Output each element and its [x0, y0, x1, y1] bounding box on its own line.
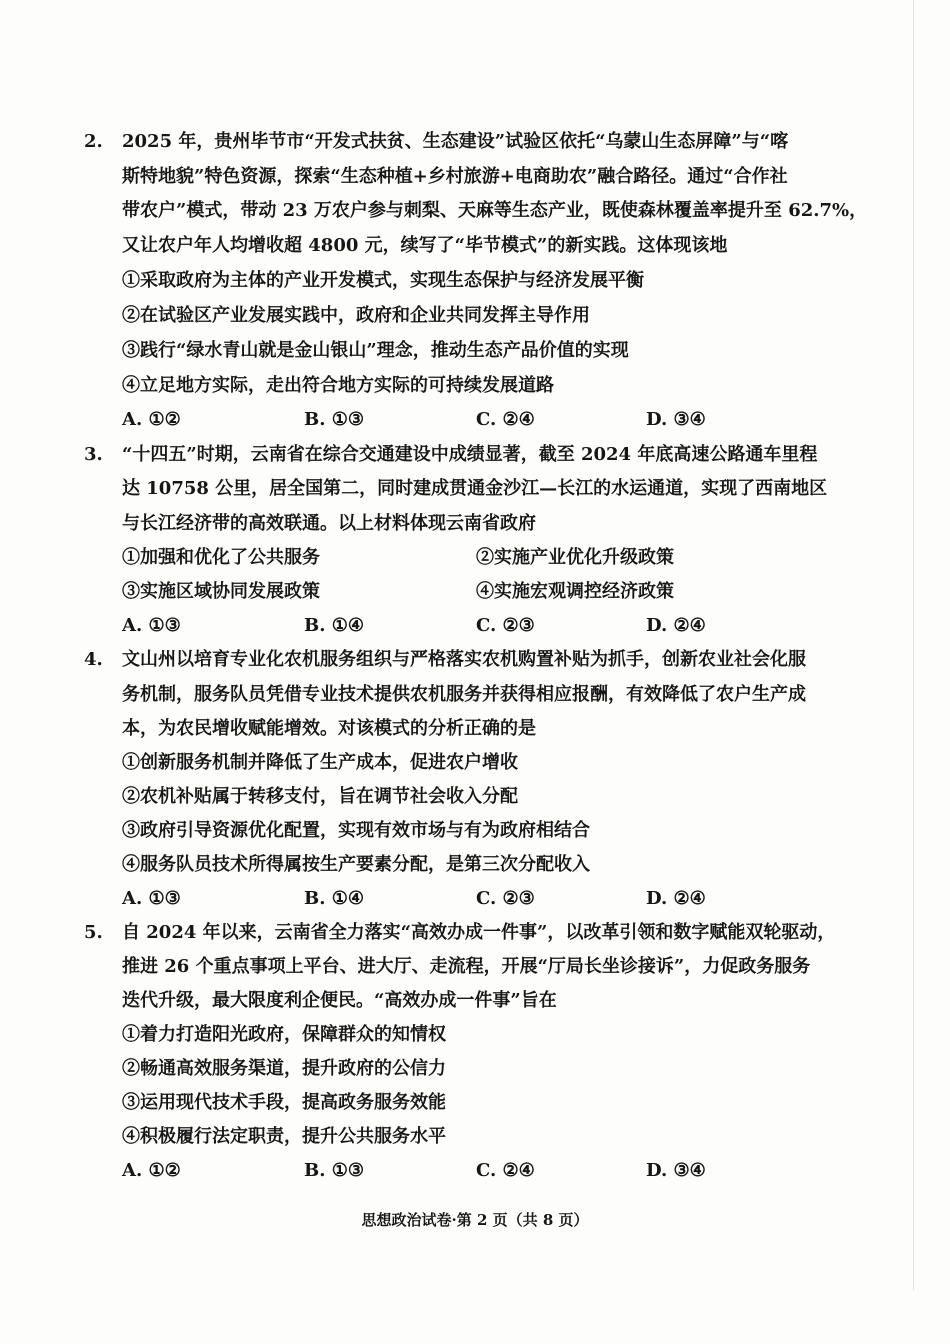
question-5-statement-1: ①着力打造阳光政府，保障群众的知情权 [122, 1024, 446, 1045]
question-3-statement-3: ③实施区域协同发展政策 [122, 581, 320, 602]
question-5-choice-b[interactable]: B. ①③ [304, 1160, 365, 1181]
question-3-choice-c[interactable]: C. ②③ [476, 615, 535, 636]
question-5-statement-3: ③运用现代技术手段，提高政务服务效能 [122, 1092, 446, 1113]
question-4-choice-b[interactable]: B. ①④ [304, 888, 365, 909]
question-3-choice-b[interactable]: B. ①④ [304, 615, 365, 636]
page-footer: 思想政治试卷·第 2 页（共 8 页） [361, 1211, 589, 1229]
question-2-number: 2. [84, 131, 103, 152]
question-4-statement-1: ①创新服务机制并降低了生产成本，促进农户增收 [122, 752, 518, 773]
question-2-choice-d[interactable]: D. ③④ [646, 409, 706, 430]
question-5-statement-4: ④积极履行法定职责，提升公共服务水平 [122, 1126, 446, 1147]
question-4-number: 4. [84, 649, 103, 670]
question-4-choice-d[interactable]: D. ②④ [646, 888, 706, 909]
question-2-statement-2: ②在试验区产业发展实践中，政府和企业共同发挥主导作用 [122, 305, 590, 326]
question-2-choice-c[interactable]: C. ②④ [476, 409, 535, 430]
question-2-choice-a[interactable]: A. ①② [122, 409, 181, 430]
question-4-choice-c[interactable]: C. ②③ [476, 888, 535, 909]
question-4-statement-3: ③政府引导资源优化配置，实现有效市场与有为政府相结合 [122, 820, 590, 841]
question-3-choice-a[interactable]: A. ①③ [122, 615, 181, 636]
question-3-statement-4: ④实施宏观调控经济政策 [476, 581, 674, 602]
question-3-statement-1: ①加强和优化了公共服务 [122, 547, 320, 568]
question-3-choice-d[interactable]: D. ②④ [646, 615, 706, 636]
question-2-statement-1: ①采取政府为主体的产业开发模式，实现生态保护与经济发展平衡 [122, 270, 644, 291]
question-4-statement-4: ④服务队员技术所得属按生产要素分配，是第三次分配收入 [122, 854, 590, 875]
question-5-statement-2: ②畅通高效服务渠道，提升政府的公信力 [122, 1058, 446, 1079]
question-4-statement-2: ②农机补贴属于转移支付，旨在调节社会收入分配 [122, 786, 518, 807]
question-2-statement-3: ③践行“绿水青山就是金山银山”理念，推动生态产品价值的实现 [122, 340, 629, 361]
scan-page-edge [913, 0, 914, 1290]
question-3-number: 3. [84, 444, 103, 465]
question-2-statement-4: ④立足地方实际，走出符合地方实际的可持续发展道路 [122, 375, 554, 396]
question-2-choice-b[interactable]: B. ①③ [304, 409, 365, 430]
question-4-choice-a[interactable]: A. ①③ [122, 888, 181, 909]
question-5-choice-c[interactable]: C. ②④ [476, 1160, 535, 1181]
question-5-number: 5. [84, 922, 103, 943]
question-5-choice-a[interactable]: A. ①② [122, 1160, 181, 1181]
question-5-choice-d[interactable]: D. ③④ [646, 1160, 706, 1181]
question-3-statement-2: ②实施产业优化升级政策 [476, 547, 674, 568]
